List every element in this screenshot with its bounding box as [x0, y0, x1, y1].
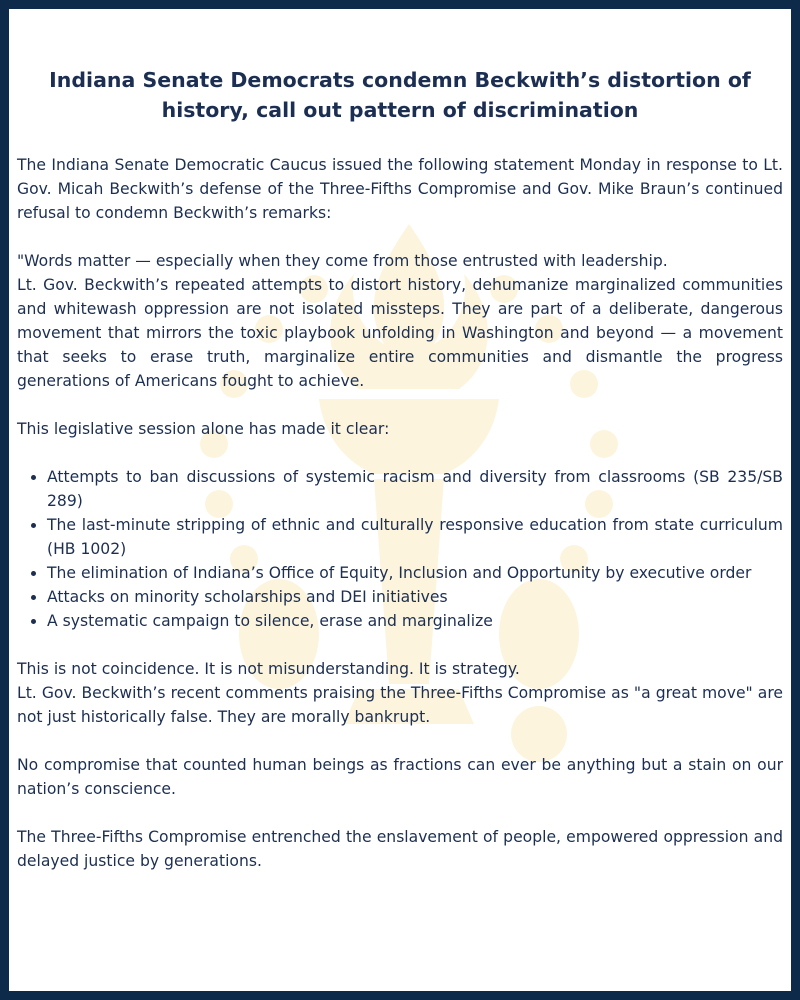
session-intro: This legislative session alone has made it clear: — [17, 420, 390, 438]
quote-paragraph: Lt. Gov. Beckwith’s repeated attempts to distort history, dehumanize marginalized communities and whitewash oppression are not isolated missteps. They are part of a deliberate, dangerous movement that mirrors the toxic playbook unfolding in Washington and beyond — a movement that seeks to erase truth, marginalize entire communities and dismantle the progress generations of Americans fought to achieve. — [17, 276, 783, 390]
list-item: • The last-minute stripping of ethnic and culturally responsive education from state curriculum (HB 1002) — [47, 513, 783, 561]
quote-opening-line: "Words matter — especially when they come from those entrusted with leadership. — [17, 252, 668, 270]
document-body — [17, 65, 783, 897]
headline: Indiana Senate Democrats condemn Beckwith’s distortion of history, call out pattern of discrimination — [49, 68, 751, 122]
list-item: • A systematic campaign to silence, erase and marginalize — [47, 609, 783, 633]
legislation-list — [17, 465, 783, 633]
strategy-line: This is not coincidence. It is not misunderstanding. It is strategy. — [17, 660, 520, 678]
intro-paragraph: The Indiana Senate Democratic Caucus issued the following statement Monday in response to Lt. Gov. Micah Beckwith’s defense of the Three-Fifths Compromise and Gov. Mike Braun’s continued refusal to condemn Beckwith’s remarks: — [17, 156, 783, 222]
comments-paragraph: Lt. Gov. Beckwith’s recent comments praising the Three-Fifths Compromise as "a great move" are not just historically false. They are morally bankrupt. — [17, 684, 783, 726]
document-frame — [9, 9, 791, 991]
list-item: • Attacks on minority scholarships and DEI initiatives — [47, 585, 783, 609]
no-compromise-paragraph: No compromise that counted human beings as fractions can ever be anything but a stain on our nation’s conscience. — [17, 756, 783, 798]
entrenched-paragraph: The Three-Fifths Compromise entrenched the enslavement of people, empowered oppression and delayed justice by generations. — [17, 828, 783, 870]
list-item: • The elimination of Indiana’s Office of Equity, Inclusion and Opportunity by executive order — [47, 561, 783, 585]
list-item: • Attempts to ban discussions of systemic racism and diversity from classrooms (SB 235/SB 289) — [47, 465, 783, 513]
